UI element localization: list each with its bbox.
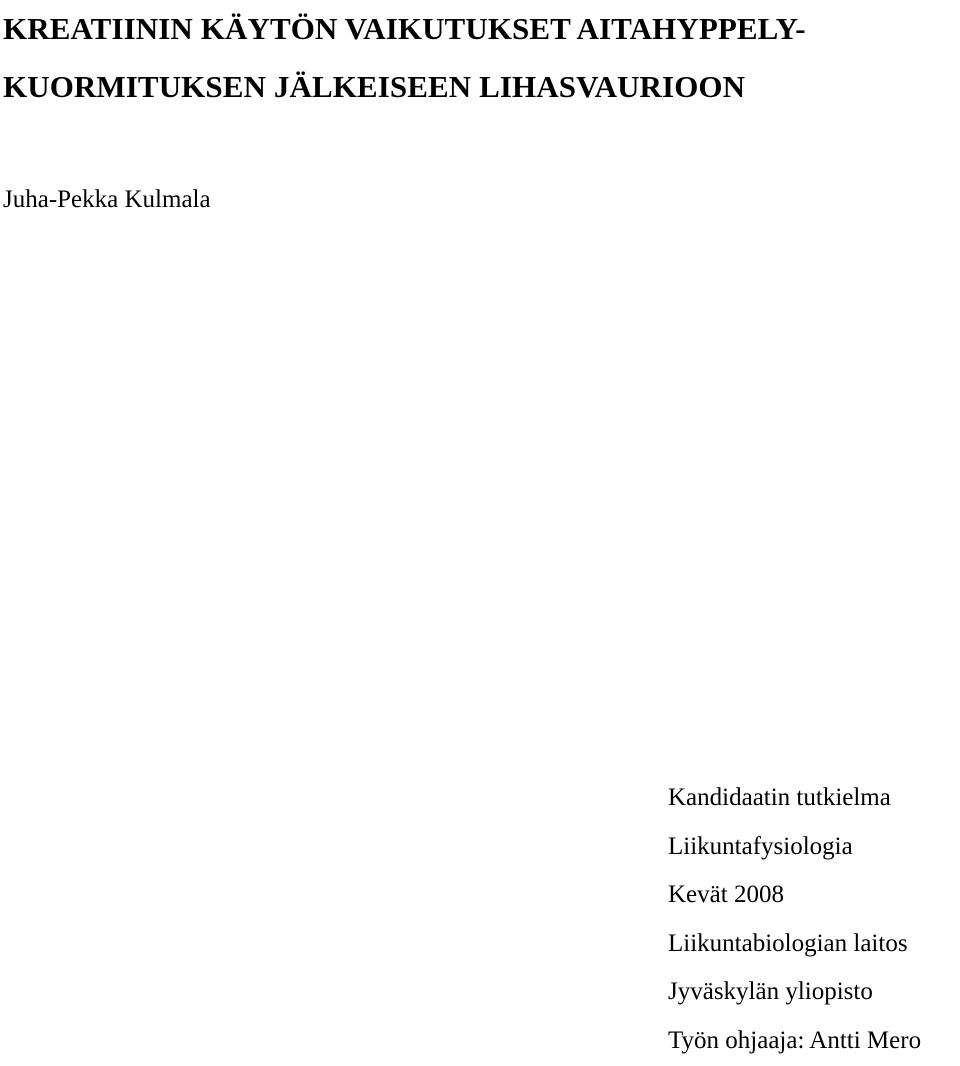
- title-line-1: KREATIININ KÄYTÖN VAIKUTUKSET AITAHYPPELY-: [3, 11, 806, 46]
- author-name: Juha-Pekka Kulmala: [3, 186, 211, 213]
- title-line-2: KUORMITUKSEN JÄLKEISEEN LIHASVAURIOON: [3, 69, 746, 104]
- department: Liikuntabiologian laitos: [668, 929, 908, 957]
- thesis-type: Kandidaatin tutkielma: [668, 784, 891, 811]
- subject: Liikuntafysiologia: [668, 832, 853, 860]
- term: Kevät 2008: [668, 881, 784, 909]
- thesis-info-block: [668, 774, 921, 1066]
- university: Jyväskylän yliopisto: [668, 978, 873, 1006]
- document-title: [3, 0, 806, 116]
- supervisor: Työn ohjaaja: Antti Mero: [668, 1026, 922, 1054]
